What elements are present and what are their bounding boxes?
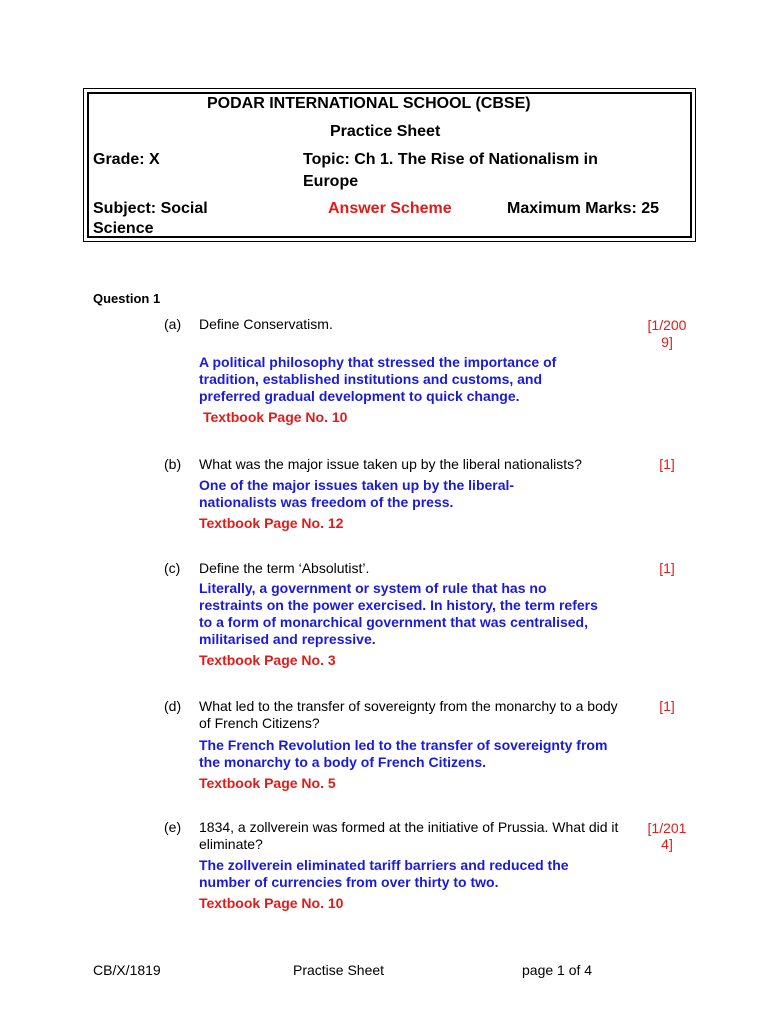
marks-line-1: [1/200 <box>647 317 687 333</box>
marks-line-2: 9] <box>661 334 673 350</box>
marks-line-1: [1] <box>659 560 675 576</box>
marks-line-1: [1/201 <box>647 820 687 836</box>
question-text: What led to the transfer of sovereignty from the monarchy to a body of French Citizens? <box>199 698 618 731</box>
footer-title: Practise Sheet <box>293 962 385 978</box>
item-label: (c) <box>164 560 181 576</box>
textbook-reference: Textbook Page No. 10 <box>199 895 344 911</box>
answer-text: Literally, a government or system of rule that has no restraints on the power exercised. In history, the term refers to a form of monarchical government that was centralised, militarised and repressive. <box>199 580 598 647</box>
answer-scheme-label: Answer Scheme <box>328 200 452 217</box>
textbook-reference: Textbook Page No. 12 <box>199 515 344 531</box>
footer-code: CB/X/1819 <box>93 962 161 978</box>
subject-line-1: Subject: Social <box>93 200 208 217</box>
answer-text: The zollverein eliminated tariff barriers and reduced the number of currencies from over thirty to two. <box>199 857 569 890</box>
question-text: What was the major issue taken up by the liberal nationalists? <box>199 456 582 472</box>
item-label: (d) <box>164 698 182 714</box>
textbook-reference: Textbook Page No. 3 <box>199 652 336 668</box>
textbook-reference: Textbook Page No. 5 <box>199 775 336 791</box>
school-name: PODAR INTERNATIONAL SCHOOL (CBSE) <box>207 95 531 112</box>
textbook-reference: Textbook Page No. 10 <box>203 409 348 425</box>
maximum-marks: Maximum Marks: 25 <box>507 200 660 217</box>
subject-line-2: Science <box>93 220 154 237</box>
marks-line-1: [1] <box>659 456 675 472</box>
item-label: (a) <box>164 316 182 332</box>
topic-line-1: Topic: Ch 1. The Rise of Nationalism in <box>303 151 598 168</box>
answer-text: A political philosophy that stressed the importance of tradition, established institutions and customs, and preferred gradual development to quick change. <box>199 354 557 404</box>
footer-page-number: page 1 of 4 <box>522 962 593 978</box>
marks-line-1: [1] <box>659 698 675 714</box>
answer-text: The French Revolution led to the transfer of sovereignty from the monarchy to a body of French Citizens. <box>199 737 608 770</box>
question-text: Define Conservatism. <box>199 316 333 332</box>
topic-line-2: Europe <box>303 173 359 190</box>
grade: Grade: X <box>93 151 160 168</box>
item-label: (e) <box>164 819 182 835</box>
sheet-type: Practice Sheet <box>330 123 441 140</box>
item-label: (b) <box>164 456 182 472</box>
question-heading: Question 1 <box>93 291 161 306</box>
answer-text: One of the major issues taken up by the liberal-nationalists was freedom of the press. <box>199 477 515 510</box>
marks-line-2: 4] <box>661 836 673 852</box>
question-text: Define the term ‘Absolutist’. <box>199 560 370 576</box>
question-text: 1834, a zollverein was formed at the initiative of Prussia. What did it eliminate? <box>199 819 619 852</box>
